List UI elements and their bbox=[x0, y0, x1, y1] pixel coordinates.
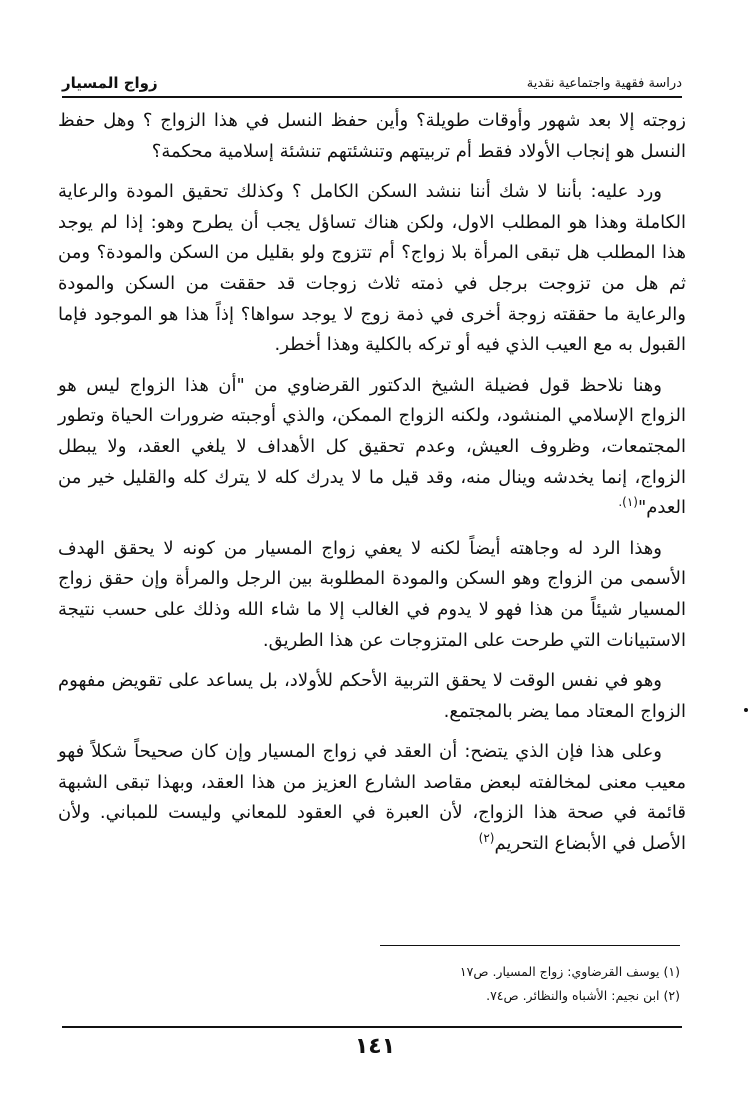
footnote-ref-1: (١). bbox=[618, 495, 638, 510]
page-number: ١٤١ bbox=[354, 1034, 396, 1059]
paragraph-text: ورد عليه: بأننا لا شك أننا ننشد السكن الكامل ؟ وكذلك تحقيق المودة والرعاية الكاملة وهذا هو المطلب الاول، ولكن هناك تساؤل يجب أن يطرح وهو: إذا لم يوجد هذا المطلب هل تبقى المرأة بلا زواج؟ أم تتزوج ولو بقليل من السكن والمودة؟ ومن ثم هل من تزوجت برجل في ذمته ثلاث زوجات قد حققت من السكن والمودة والرعاية ما حققته زوجة أخرى في ذمة زوج لا يوجد سواها؟ إذاً هذا هو الموجود فإما القبول به مع العيب الذي فيه أو تركه بالكلية وهذا أخطر. bbox=[58, 181, 686, 356]
paragraph-3 bbox=[58, 371, 686, 524]
footer-rule bbox=[62, 1026, 682, 1028]
header-book-title: زواج المسيار bbox=[62, 74, 158, 92]
paragraph-2 bbox=[58, 177, 686, 361]
footnote-separator bbox=[380, 945, 680, 946]
paragraph-text: زوجته إلا بعد شهور وأوقات طويلة؟ وأين حفظ النسل في هذا الزواج ؟ وهل حفظ النسل هو إنجاب الأولاد فقط أم تربيتهم وتنشئتهم تنشئة إسلامية محكمة؟ bbox=[58, 110, 686, 162]
paragraph-text: وهذا الرد له وجاهته أيضاً لكنه لا يعفي زواج المسيار من كونه لا يحقق الهدف الأسمى من الزواج وهو السكن والمودة المطلوبة بين الرجل والمرأة وإن حقق زواج المسيار شيئاً من هذا فهو لا يدوم في الغالب إلا ما شاء الله وذلك على حسب نتيجة الاستبيانات التي طرحت على المتزوجات عن هذا الطريق. bbox=[58, 537, 686, 651]
paragraph-6 bbox=[58, 737, 686, 859]
paragraph-1 bbox=[58, 106, 686, 167]
paragraph-text: وهنا نلاحظ قول فضيلة الشيخ الدكتور القرضاوي من "أن هذا الزواج ليس هو الزواج الإسلامي المنشود، ولكنه الزواج الممكن، والذي أوجبته ضرورات الحياة وتطور المجتمعات، وظروف العيش، وعدم تحقيق كل الأهداف لا يلغي العقد، ولا يبطل الزواج، إنما يخدشه وينال منه، وقد قيل ما لا يدرك كله لا يترك كله والقليل خير من العدم" bbox=[58, 374, 686, 519]
paragraph-text: وعلى هذا فإن الذي يتضح: أن العقد في زواج المسيار وإن كان صحيحاً شكلاً فهو معيب معنى لمخالفته لبعض مقاصد الشارع العزيز من هذا العقد، وبهذا تبقى الشبهة قائمة في صحة هذا الزواج، لأن العبرة في العقود للمعاني وليست للمباني. ولأن الأصل في الأبضاع التحريم bbox=[58, 741, 686, 855]
margin-mark bbox=[744, 708, 748, 712]
footnote-2: (٢) ابن نجيم: الأشباه والنظائر. ص٧٤. bbox=[486, 988, 680, 1003]
main-text bbox=[58, 106, 686, 870]
footnote-1: (١) يوسف القرضاوي: زواج المسيار. ص١٧ bbox=[459, 964, 680, 979]
paragraph-text: وهو في نفس الوقت لا يحقق التربية الأحكم للأولاد، بل يساعد على تقويض مفهوم الزواج المعتاد مما يضر بالمجتمع. bbox=[58, 670, 686, 722]
paragraph-5 bbox=[58, 666, 686, 727]
footnote-ref-2: (٢) bbox=[478, 831, 495, 846]
paragraph-4 bbox=[58, 534, 686, 656]
running-header bbox=[62, 72, 682, 98]
footnotes bbox=[300, 960, 680, 1008]
header-book-subtitle: دراسة فقهية واجتماعية نقدية bbox=[526, 76, 682, 91]
